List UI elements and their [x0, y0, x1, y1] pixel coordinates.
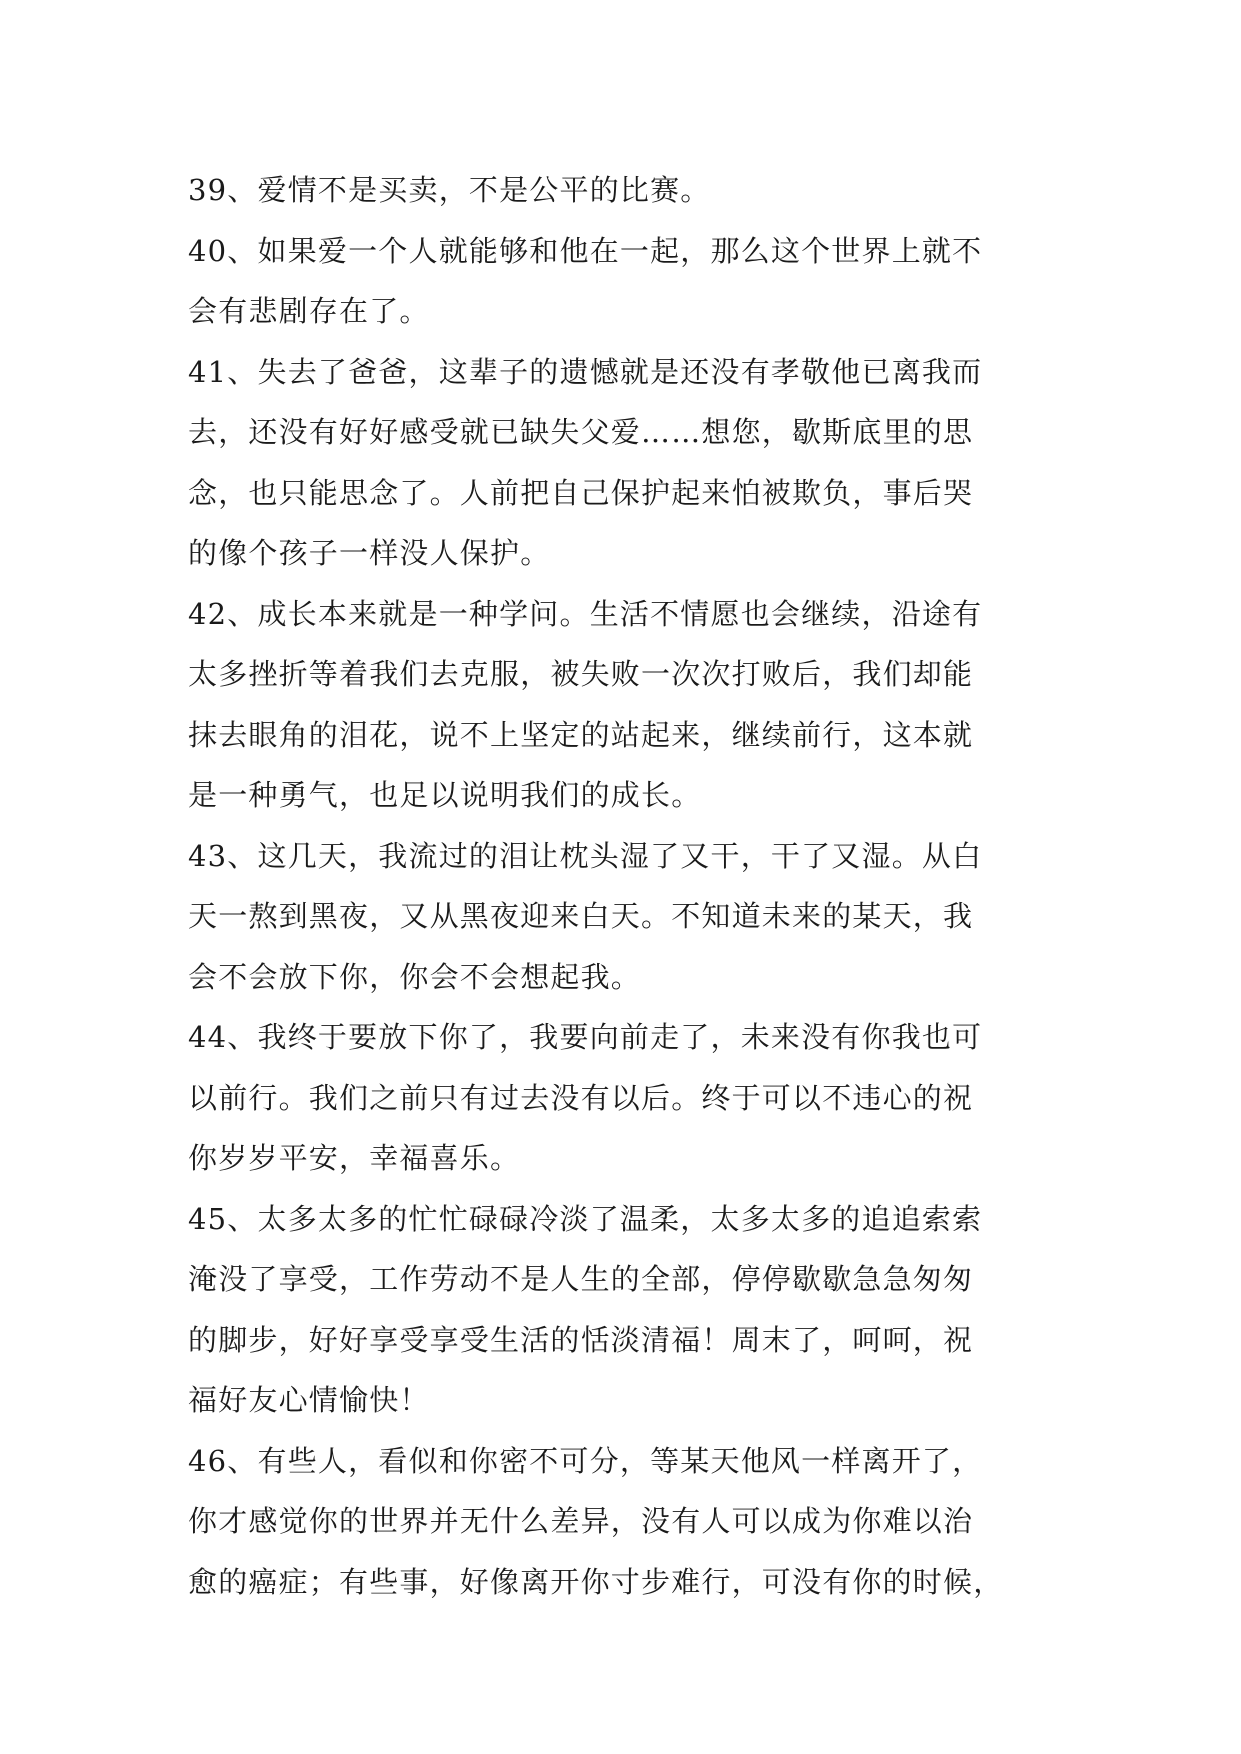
text-line: 福好友心情愉快！: [188, 1383, 430, 1417]
text-line: 去，还没有好好感受就已缺失父爱……想您，歇斯底里的思: [188, 415, 974, 449]
text-line: 的脚步，好好享受享受生活的恬淡清福！周末了，呵呵，祝: [188, 1322, 974, 1357]
text-line: 你才感觉你的世界并无什么差异，没有人可以成为你难以治: [188, 1504, 974, 1538]
text-line: 会有悲剧存在了。: [188, 294, 430, 328]
document-body: [188, 160, 1068, 1612]
text-line: 会不会放下你，你会不会想起我。: [188, 959, 642, 994]
text-line: 天一熬到黑夜，又从黑夜迎来白天。不知道未来的某天，我: [188, 899, 974, 933]
text-line: 40、如果爱一个人就能够和他在一起，那么这个世界上就不: [188, 233, 983, 268]
text-line: 46、有些人，看似和你密不可分，等某天他风一样离开了，: [188, 1443, 983, 1478]
paragraph-43: [188, 826, 1068, 1008]
text-line: 45、太多太多的忙忙碌碌冷淡了温柔，太多太多的追追索索: [188, 1201, 983, 1236]
text-line: 淹没了享受，工作劳动不是人生的全部，停停歇歇急急匆匆: [188, 1262, 974, 1296]
paragraph-44: [188, 1007, 1068, 1189]
paragraph-39: [188, 160, 1068, 221]
paragraph-45: [188, 1189, 1068, 1431]
text-line: 太多挫折等着我们去克服，被失败一次次打败后，我们却能: [188, 657, 974, 691]
text-line: 的像个孩子一样没人保护。: [188, 536, 551, 570]
paragraph-42: [188, 584, 1068, 826]
paragraph-40: [188, 221, 1068, 342]
text-line: 42、成长本来就是一种学问。生活不情愿也会继续，沿途有: [188, 596, 983, 631]
text-line: 43、这几天，我流过的泪让枕头湿了又干，干了又湿。从白: [188, 838, 983, 873]
text-line: 念，也只能思念了。人前把自己保护起来怕被欺负，事后哭: [188, 475, 974, 510]
text-line: 是一种勇气，也足以说明我们的成长。: [188, 778, 702, 812]
text-line: 以前行。我们之前只有过去没有以后。终于可以不违心的祝: [188, 1080, 974, 1115]
text-line: 41、失去了爸爸，这辈子的遗憾就是还没有孝敬他已离我而: [188, 354, 983, 389]
paragraph-41: [188, 342, 1068, 584]
paragraph-46: [188, 1431, 1068, 1613]
text-line: 愈的癌症；有些事，好像离开你寸步难行，可没有你的时候，: [188, 1564, 1004, 1599]
text-line: 39、爱情不是买卖，不是公平的比赛。: [188, 173, 711, 207]
text-line: 你岁岁平安，幸福喜乐。: [188, 1141, 521, 1175]
text-line: 抹去眼角的泪花，说不上坚定的站起来，继续前行，这本就: [188, 717, 974, 752]
text-line: 44、我终于要放下你了，我要向前走了，未来没有你我也可: [188, 1020, 983, 1054]
